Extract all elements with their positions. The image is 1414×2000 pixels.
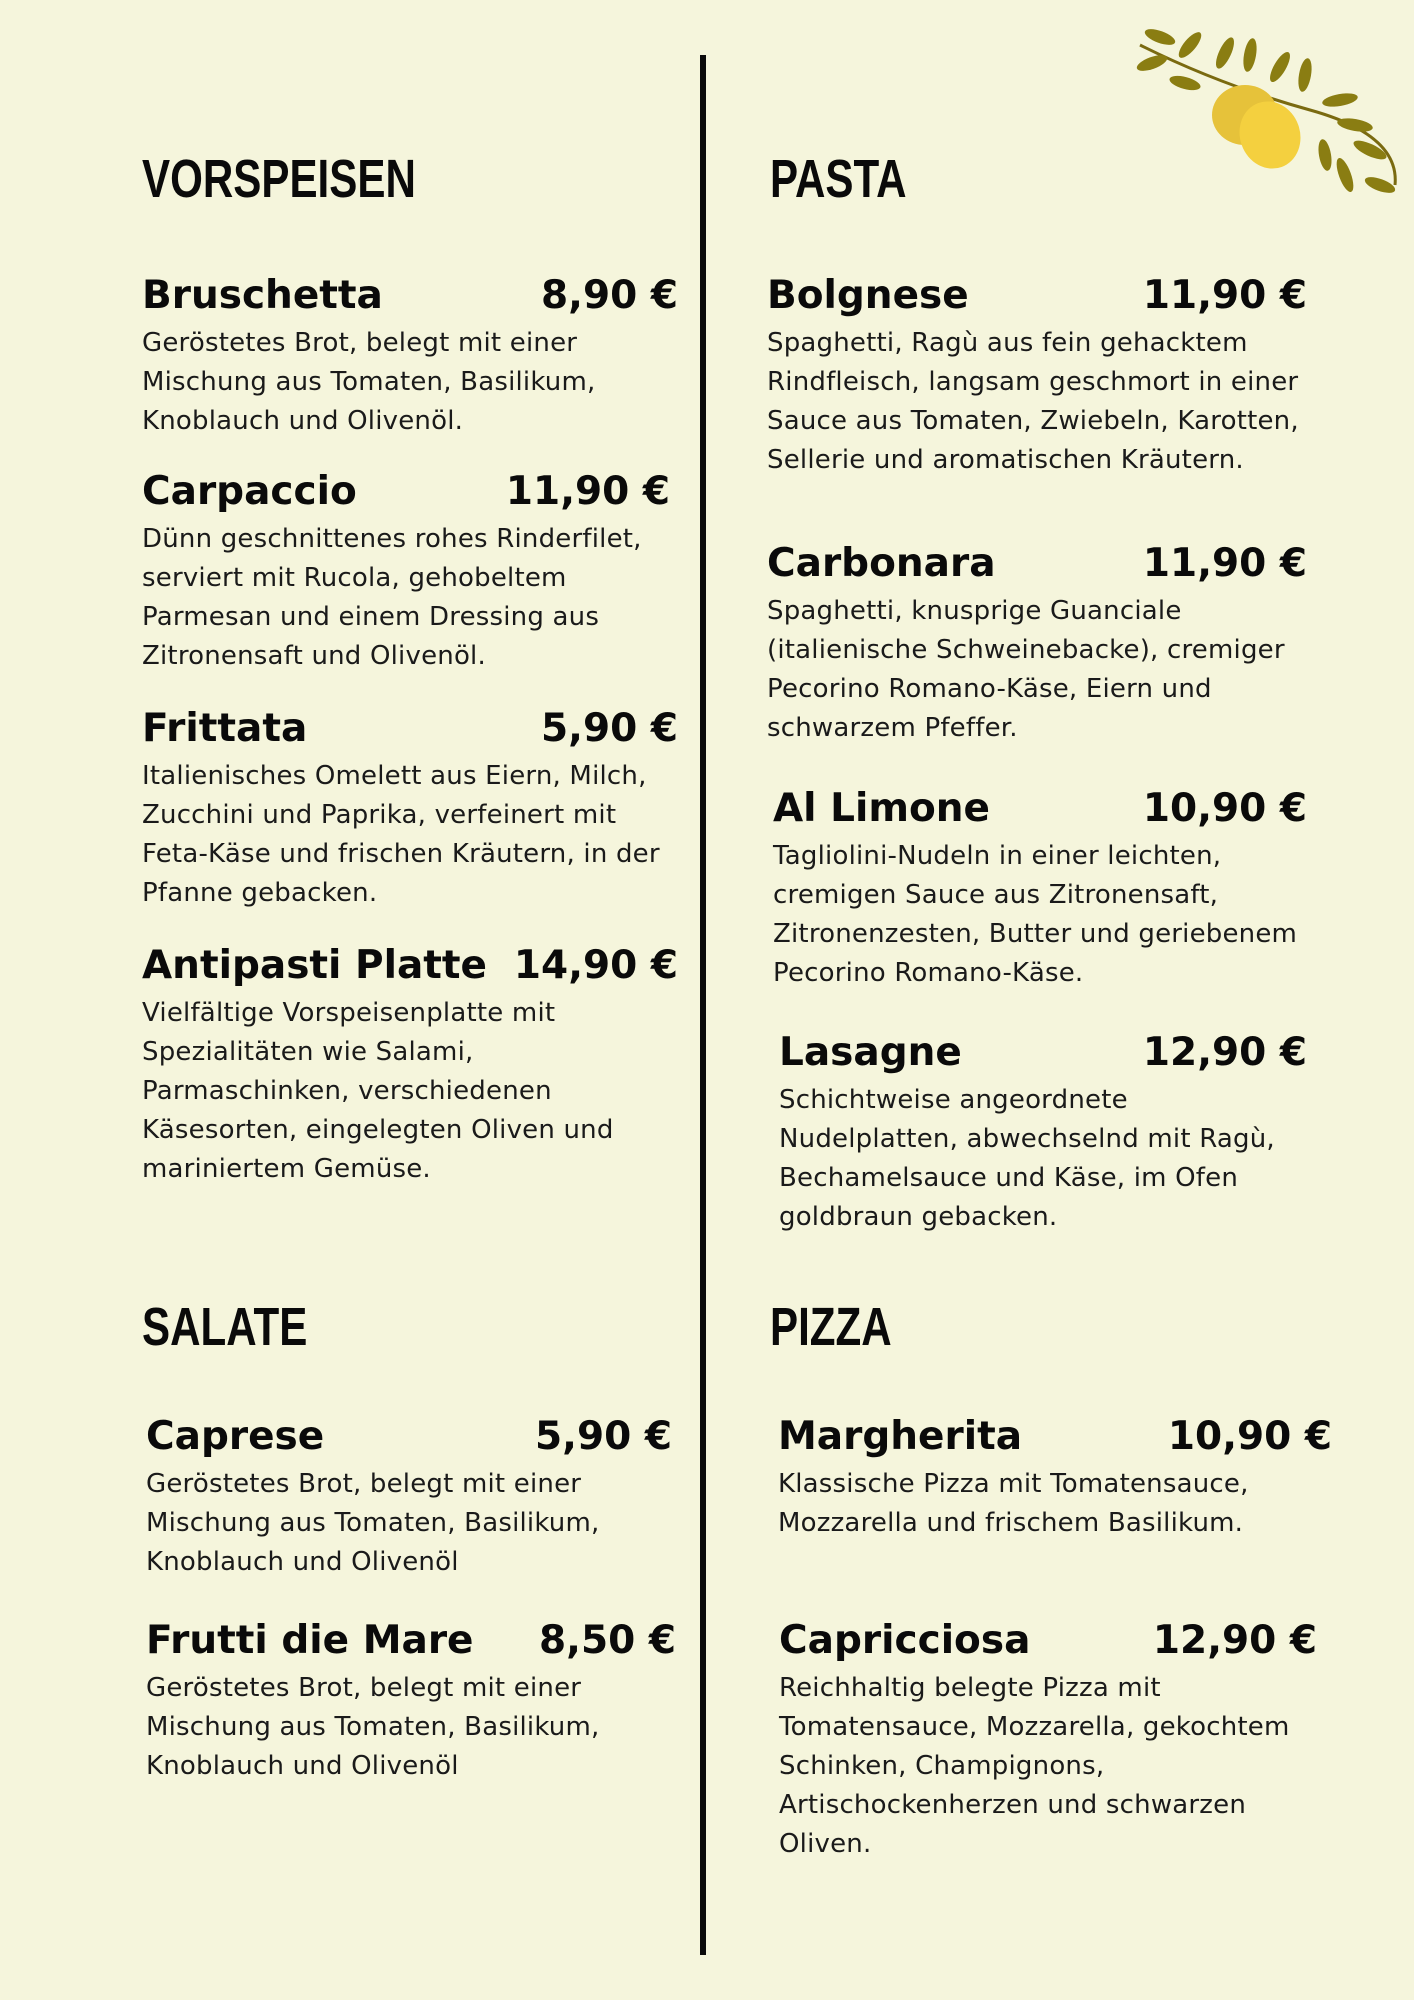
- item-name: Margherita: [778, 1414, 1023, 1459]
- item-name: Antipasti Platte: [142, 943, 488, 988]
- column-divider: [700, 55, 706, 1955]
- menu-item: [767, 272, 1307, 480]
- item-name: Frittata: [142, 706, 308, 751]
- item-name: Carpaccio: [142, 469, 357, 514]
- menu-item: [779, 1617, 1317, 1864]
- section-title-vorspeisen: VORSPEISEN: [142, 149, 416, 209]
- section-title-salate: SALATE: [142, 1297, 308, 1357]
- menu-item: [146, 1413, 672, 1582]
- item-price: 14,90 €: [513, 943, 678, 988]
- item-price: 11,90 €: [505, 469, 670, 514]
- menu-item: [773, 785, 1307, 993]
- item-price: 11,90 €: [1142, 273, 1307, 318]
- menu-item: [142, 468, 670, 676]
- menu-item: [779, 1029, 1307, 1237]
- item-name: Caprese: [146, 1414, 325, 1459]
- item-price: 8,90 €: [541, 273, 678, 318]
- item-description: Geröstetes Brot, belegt mit einer Mischung aus Tomaten, Basilikum, Knoblauch und Olivenöl: [146, 1469, 600, 1577]
- item-price: 8,50 €: [539, 1618, 676, 1663]
- item-description: Schichtweise angeordnete Nudelplatten, abwechselnd mit Ragù, Bechamelsauce und Käse, im Ofen goldbraun gebacken.: [779, 1085, 1275, 1232]
- item-price: 5,90 €: [541, 706, 678, 751]
- item-description: Dünn geschnittenes rohes Rinderfilet, serviert mit Rucola, gehobeltem Parmesan und einem Dressing aus Zitronensaft und Olivenöl.: [142, 524, 642, 671]
- item-description: Spaghetti, Ragù aus fein gehacktem Rindfleisch, langsam geschmort in einer Sauce aus Tomaten, Zwiebeln, Karotten, Sellerie und aromatischen Kräutern.: [767, 328, 1299, 475]
- item-description: Spaghetti, knusprige Guanciale (italienische Schweinebacke), cremiger Pecorino Romano-Käse, Eiern und schwarzem Pfeffer.: [767, 596, 1285, 743]
- item-name: Bolgnese: [767, 273, 969, 318]
- menu-item: [146, 1617, 676, 1786]
- item-price: 10,90 €: [1142, 786, 1307, 831]
- item-name: Frutti die Mare: [146, 1618, 474, 1663]
- item-price: 12,90 €: [1142, 1030, 1307, 1075]
- menu-item: [778, 1413, 1332, 1543]
- menu-item: [142, 705, 678, 913]
- item-description: Vielfältige Vorspeisenplatte mit Spezialitäten wie Salami, Parmaschinken, verschiedenen Käsesorten, eingelegten Oliven und mariniertem Gemüse.: [142, 998, 614, 1184]
- section-title-pasta: PASTA: [770, 149, 907, 209]
- item-name: Bruschetta: [142, 273, 383, 318]
- item-price: 12,90 €: [1152, 1618, 1317, 1663]
- item-name: Lasagne: [779, 1030, 962, 1075]
- item-price: 5,90 €: [535, 1414, 672, 1459]
- item-name: Al Limone: [773, 786, 990, 831]
- item-price: 11,90 €: [1142, 541, 1307, 586]
- item-name: Capricciosa: [779, 1618, 1031, 1663]
- item-name: Carbonara: [767, 541, 996, 586]
- item-description: Italienisches Omelett aus Eiern, Milch, Zucchini und Paprika, verfeinert mit Feta-Käse und frischen Kräutern, in der Pfanne gebacken.: [142, 761, 660, 908]
- menu-item: [767, 540, 1307, 748]
- item-description: Geröstetes Brot, belegt mit einer Mischung aus Tomaten, Basilikum, Knoblauch und Olivenöl: [146, 1673, 600, 1781]
- item-description: Klassische Pizza mit Tomatensauce, Mozzarella und frischem Basilikum.: [778, 1469, 1249, 1538]
- item-description: Geröstetes Brot, belegt mit einer Mischung aus Tomaten, Basilikum, Knoblauch und Olivenöl.: [142, 328, 596, 436]
- menu-item: [142, 272, 678, 441]
- section-title-pizza: PIZZA: [770, 1297, 892, 1357]
- menu-item: [142, 942, 678, 1189]
- item-description: Tagliolini-Nudeln in einer leichten, cremigen Sauce aus Zitronensaft, Zitronenzesten, Butter und geriebenem Pecorino Romano-Käse.: [773, 841, 1298, 988]
- item-description: Reichhaltig belegte Pizza mit Tomatensauce, Mozzarella, gekochtem Schinken, Champignons, Artischockenherzen und schwarzen Oliven.: [779, 1673, 1290, 1859]
- lemon-branch-icon: [1130, 15, 1400, 215]
- item-price: 10,90 €: [1167, 1414, 1332, 1459]
